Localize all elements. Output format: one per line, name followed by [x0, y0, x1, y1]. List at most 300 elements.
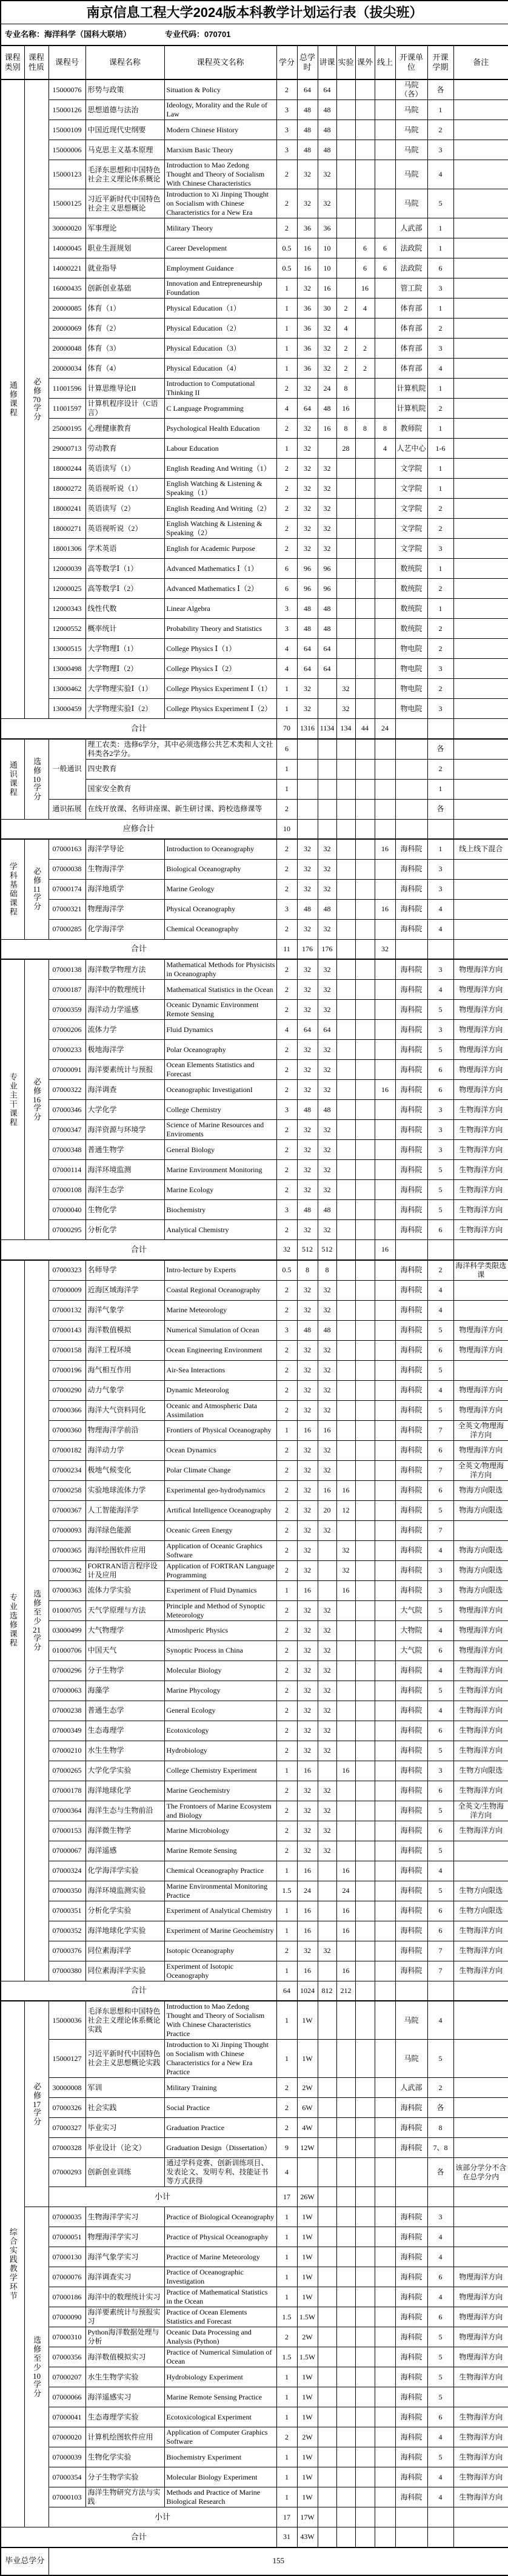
lab-hours: [336, 2040, 355, 2078]
course-en-name: Marine Phycology: [164, 1681, 276, 1701]
course-en-name: Probability Theory and Statistics: [164, 619, 276, 639]
offering-unit: [395, 739, 427, 760]
lab-hours: [336, 2347, 355, 2367]
online-hours: [375, 189, 395, 218]
course-no: 30000008: [48, 2078, 85, 2098]
lecture-hours: 10: [318, 258, 336, 278]
course-row: [1, 1661, 508, 1681]
course-row: [1, 2118, 508, 2138]
credits: 2: [276, 1060, 297, 1080]
total-graduation-credits-label: 毕业总学分: [1, 2547, 48, 2575]
lab-hours: [336, 899, 355, 919]
course-no: 07000187: [48, 980, 85, 1000]
course-row: [1, 120, 508, 140]
course-en-name: English Watching & Listening & Speaking（1）: [164, 479, 276, 499]
offering-unit: 马院: [395, 2040, 427, 2078]
remark: 生物海洋方向: [453, 2487, 508, 2507]
extra-hours: [355, 2287, 375, 2307]
total-hours: 96: [297, 559, 318, 579]
credits: 2: [276, 1941, 297, 1961]
column-header-4: 课程英文名称: [164, 46, 276, 79]
credits: 1: [276, 2001, 297, 2040]
remark: 生物海洋方向: [453, 1100, 508, 1120]
offering-unit: [395, 799, 427, 819]
credits: 1: [276, 779, 297, 799]
section-total-row-offering-term: [427, 939, 453, 959]
credits: 1.5: [276, 1881, 297, 1901]
offering-unit: 海科院: [395, 1300, 427, 1320]
offering-unit: 海科院: [395, 1661, 427, 1681]
offering-term: 3: [427, 879, 453, 899]
remark: [453, 1841, 508, 1861]
offering-unit: 海科院: [395, 1801, 427, 1821]
lecture-hours: 48: [318, 100, 336, 120]
offering-term: 6: [427, 1440, 453, 1460]
offering-term: 4: [427, 2287, 453, 2307]
total-hours: 32: [297, 1600, 318, 1620]
total-hours: 32: [297, 1801, 318, 1821]
online-hours: 4: [375, 439, 395, 459]
remark: 物理海洋方向: [453, 1640, 508, 1661]
course-row: [1, 479, 508, 499]
course-en-name: Practice of Marine Meteorology: [164, 2247, 276, 2267]
course-en-name: Hydrobiology: [164, 1741, 276, 1761]
course-no: 07000009: [48, 1280, 85, 1300]
remark: 物理海洋方向: [453, 959, 508, 980]
lecture-hours: [318, 2427, 336, 2447]
course-no: 07000039: [48, 2447, 85, 2467]
total-graduation-credits-value: 155: [48, 2547, 508, 2575]
course-en-name: College Physics Ⅰ（2）: [164, 659, 276, 679]
lecture-hours: 16: [318, 1420, 336, 1440]
offering-term: 6: [427, 1901, 453, 1921]
course-row: [1, 579, 508, 599]
remark: 生物海洋方向: [453, 1180, 508, 1200]
extra-hours: 6: [355, 258, 375, 278]
major-meta-line: [1, 24, 508, 46]
course-en-name: Ideology, Morality and the Rule of Law: [164, 100, 276, 120]
course-en-name: Practice of Numerical Simulation of Ocean: [164, 2347, 276, 2367]
offering-term: 6: [427, 1640, 453, 1661]
total-hours: 1.5W: [297, 2307, 318, 2327]
extra-hours: [355, 2158, 375, 2187]
section-total-row-offering-unit: [395, 1981, 427, 2001]
offering-term: 3: [427, 1100, 453, 1120]
offering-unit: 海科院: [395, 1000, 427, 1020]
offering-unit: 马院: [395, 100, 427, 120]
course-no: 07000363: [48, 1580, 85, 1600]
remark: [453, 699, 508, 719]
credits: 2: [276, 1280, 297, 1300]
course-row: [1, 399, 508, 419]
course-en-name: Marine Ecology: [164, 1180, 276, 1200]
online-hours: 16: [375, 899, 395, 919]
offering-term: 2: [427, 639, 453, 659]
lecture-hours: 32: [318, 1120, 336, 1140]
lecture-hours: 32: [318, 1741, 336, 1761]
column-header-1: 课程性质: [24, 46, 48, 79]
course-row: [1, 1000, 508, 1020]
lab-hours: [336, 1640, 355, 1661]
credits: 1: [276, 2040, 297, 2078]
course-en-name: Marine Remote Sensing: [164, 1841, 276, 1861]
offering-unit: 海科院: [395, 919, 427, 939]
lecture-hours: 32: [318, 1821, 336, 1841]
lab-hours: [336, 2098, 355, 2118]
total-hours: 32: [297, 1220, 318, 1240]
offering-term: 4: [427, 1380, 453, 1400]
course-en-name: Principle and Method of Synoptic Meteorology: [164, 1600, 276, 1620]
lecture-hours: 32: [318, 1160, 336, 1180]
credits: 3: [276, 1320, 297, 1340]
offering-term: 各: [427, 799, 453, 819]
offering-term: 2: [427, 120, 453, 140]
course-en-name: General Biology: [164, 1140, 276, 1160]
credits: 2: [276, 1160, 297, 1180]
course-no: 20000085: [48, 298, 85, 319]
offering-term: 5: [427, 2447, 453, 2467]
course-name: 生态毒理学: [85, 1721, 164, 1741]
lecture-hours: [318, 2287, 336, 2307]
remark: 全英文/物理海洋方向: [453, 1420, 508, 1440]
total-hours: 32: [297, 1120, 318, 1140]
lecture-hours: [318, 2078, 336, 2098]
section-total-row-offering-unit: [395, 2527, 427, 2547]
remark: 生物海洋方向: [453, 1821, 508, 1841]
extra-hours: [355, 2098, 375, 2118]
course-no: 13000459: [48, 699, 85, 719]
course-row: [1, 160, 508, 189]
course-no: 15000125: [48, 189, 85, 218]
remark: 物海方向限选: [453, 1560, 508, 1580]
course-no: 07000324: [48, 1861, 85, 1881]
course-row: [1, 298, 508, 319]
course-en-name: Experiment of Analytical Chemistry: [164, 1901, 276, 1921]
online-hours: [375, 1640, 395, 1661]
extra-hours: [355, 1681, 375, 1701]
offering-term: 4: [427, 1540, 453, 1560]
course-en-name: Isotopic Oceanography: [164, 1941, 276, 1961]
offering-term: 6: [427, 2307, 453, 2327]
extra-hours: [355, 2487, 375, 2507]
total-hours: 36: [297, 298, 318, 319]
course-row: [1, 919, 508, 939]
course-name: 习近平新时代中国特色社会主义思想概论: [85, 189, 164, 218]
extra-hours: [355, 1180, 375, 1200]
remark: 生物海洋方向: [453, 1741, 508, 1761]
course-no: 07000258: [48, 1480, 85, 1500]
remark: [453, 2078, 508, 2098]
lecture-hours: 96: [318, 579, 336, 599]
offering-unit: 海科院: [395, 1761, 427, 1781]
online-hours: [375, 1560, 395, 1580]
lab-hours: [336, 2207, 355, 2227]
remark: 生物海洋方向: [453, 2427, 508, 2447]
course-name: 毛泽东思想和中国特色社会主义理论体系概论: [85, 160, 164, 189]
course-no: 01000706: [48, 1640, 85, 1661]
lab-hours: [336, 2267, 355, 2287]
section-total-row-online-hours: [375, 2527, 395, 2547]
total-hours: 1W: [297, 2367, 318, 2387]
offering-unit: 海科院: [395, 1821, 427, 1841]
credits: 2: [276, 1480, 297, 1500]
total-hours: 1W: [297, 2001, 318, 2040]
offering-unit: 人武部: [395, 218, 427, 238]
course-row: [1, 278, 508, 298]
credits: 2: [276, 1741, 297, 1761]
credits: 2: [276, 1440, 297, 1460]
course-name: 体育（1）: [85, 298, 164, 319]
offering-term: 4: [427, 160, 453, 189]
credits: 2: [276, 1380, 297, 1400]
remark: [453, 218, 508, 238]
course-en-name: College Physics Experiment Ⅰ（1）: [164, 679, 276, 699]
course-en-name: Graduation Design（Dissertation）: [164, 2138, 276, 2158]
lecture-hours: 32: [318, 1640, 336, 1661]
course-name: 海洋调查实习: [85, 2267, 164, 2287]
course-no: 07000323: [48, 1260, 85, 1281]
course-en-name: English Watching & Listening & Speaking（2）: [164, 519, 276, 539]
course-en-name: Chemical Oceanography Practice: [164, 1861, 276, 1881]
lab-hours: [336, 2307, 355, 2327]
section-total-row: [1, 1981, 508, 2001]
section-total-row-online-hours: 24: [375, 719, 395, 739]
lab-hours: 16: [336, 1901, 355, 1921]
offering-term: 5: [427, 189, 453, 218]
extra-hours: [355, 1440, 375, 1460]
extra-hours: [355, 539, 375, 559]
credits: 3: [276, 1200, 297, 1220]
course-no: 07000296: [48, 1661, 85, 1681]
lab-hours: 4: [336, 319, 355, 339]
offering-term: 3: [427, 2207, 453, 2227]
course-row: [1, 1020, 508, 1040]
course-no: 15000006: [48, 140, 85, 160]
lecture-hours: 16: [318, 1480, 336, 1500]
course-en-name: Marxism Basic Theory: [164, 140, 276, 160]
online-hours: [375, 1000, 395, 1020]
course-row: [1, 1620, 508, 1640]
offering-unit: 海科院: [395, 1020, 427, 1040]
course-row: [1, 2078, 508, 2098]
extra-hours: [355, 2207, 375, 2227]
online-hours: [375, 2247, 395, 2267]
total-hours: [297, 739, 318, 760]
total-hours: 32: [297, 679, 318, 699]
lecture-hours: 32: [318, 879, 336, 899]
course-row: [1, 1640, 508, 1661]
lab-hours: [336, 1020, 355, 1040]
offering-unit: 海科院: [395, 1380, 427, 1400]
course-row: [1, 258, 508, 278]
course-no: 07000360: [48, 1420, 85, 1440]
course-no: 18000241: [48, 499, 85, 519]
remark: 全英文/物理海洋方向: [453, 1460, 508, 1480]
course-name: 高等数学Ⅰ（2）: [85, 579, 164, 599]
lab-hours: [336, 919, 355, 939]
remark: [453, 779, 508, 799]
lab-hours: [336, 1681, 355, 1701]
lab-hours: 16: [336, 1861, 355, 1881]
offering-unit: 体育部: [395, 298, 427, 319]
remark: [453, 919, 508, 939]
remark: 生物海洋方向: [453, 2467, 508, 2487]
course-en-name: College Physics Ⅰ（1）: [164, 639, 276, 659]
lab-hours: [336, 2427, 355, 2447]
online-hours: [375, 619, 395, 639]
general-education-row: [1, 799, 508, 819]
total-hours: 48: [297, 1320, 318, 1340]
course-name: 人工智能海洋学: [85, 1500, 164, 1520]
total-hours: 32: [297, 499, 318, 519]
extra-hours: [355, 599, 375, 619]
lab-hours: [336, 79, 355, 100]
lab-hours: 32: [336, 699, 355, 719]
offering-unit: 海科院: [395, 1100, 427, 1120]
course-row: [1, 1681, 508, 1701]
course-name: 名师导学: [85, 1260, 164, 1281]
lecture-hours: 48: [318, 120, 336, 140]
extra-hours: [355, 779, 375, 799]
course-nature: 选修至少21学分: [24, 1260, 48, 1981]
course-en-name: Introduction to Mao Zedong Thought and Theory of Socialism With Chinese Characteristics Practice: [164, 2001, 276, 2040]
remark: 生物海洋方向: [453, 2407, 508, 2427]
offering-term: 1: [427, 218, 453, 238]
section-total-row-offering-term: [427, 1981, 453, 2001]
lecture-hours: [318, 1580, 336, 1600]
credits: 1: [276, 339, 297, 359]
online-hours: [375, 2307, 395, 2327]
total-hours: 36: [297, 339, 318, 359]
offering-unit: 海科院: [395, 2118, 427, 2138]
extra-hours: [355, 739, 375, 760]
course-no: 15000109: [48, 120, 85, 140]
course-row: [1, 1100, 508, 1120]
lecture-hours: 32: [318, 1340, 336, 1360]
offering-term: 5: [427, 1320, 453, 1340]
course-no: 07000326: [48, 2098, 85, 2118]
offering-unit: 海科院: [395, 1260, 427, 1281]
lab-hours: [336, 599, 355, 619]
offering-unit: 海科院: [395, 1681, 427, 1701]
course-en-name: Mathematical Statistics in the Ocean: [164, 980, 276, 1000]
course-row: [1, 1400, 508, 1420]
course-row: [1, 1140, 508, 1160]
total-hours: 48: [297, 120, 318, 140]
course-en-name: Air-Sea Interactions: [164, 1360, 276, 1380]
course-en-name: Graduation Practice: [164, 2118, 276, 2138]
course-no: 07000346: [48, 1100, 85, 1120]
lab-hours: [336, 1460, 355, 1480]
extra-hours: [355, 120, 375, 140]
course-name: 近海区域海洋学: [85, 1280, 164, 1300]
offering-term: 2: [427, 2078, 453, 2098]
lecture-hours: [318, 2367, 336, 2387]
course-name: 创新创业训练: [85, 2158, 164, 2187]
course-no: 11001597: [48, 399, 85, 419]
lecture-hours: 64: [318, 79, 336, 100]
remark: 物海方向限选: [453, 1580, 508, 1600]
section-total-row-remark: [453, 2527, 508, 2547]
course-name: 水生生物学实验: [85, 2367, 164, 2387]
total-hours: 1W: [297, 2287, 318, 2307]
offering-unit: 海科院: [395, 1721, 427, 1741]
lab-hours: 16: [336, 399, 355, 419]
offering-unit: 海科院: [395, 1861, 427, 1881]
total-hours: 32: [297, 1060, 318, 1080]
course-en-name: C Language Programming: [164, 399, 276, 419]
total-hours: 32: [297, 1661, 318, 1681]
course-no: 07000090: [48, 2307, 85, 2327]
offering-unit: 马院: [395, 2001, 427, 2040]
course-name: 概率统计: [85, 619, 164, 639]
course-en-name: Marine Remote Sensing Practice: [164, 2387, 276, 2407]
total-hours: 32: [297, 879, 318, 899]
offering-term: 6: [427, 1340, 453, 1360]
lab-hours: [336, 1340, 355, 1360]
online-hours: [375, 1841, 395, 1861]
course-row: [1, 559, 508, 579]
course-row: [1, 2040, 508, 2078]
course-no: 18000244: [48, 459, 85, 479]
remark: 生物海洋方向: [453, 1721, 508, 1741]
column-header-13: 备注: [453, 46, 508, 79]
section-total-row-lab-hours: [336, 1240, 355, 1260]
online-hours: [375, 298, 395, 319]
remark: 物理海洋方向: [453, 980, 508, 1000]
course-row: [1, 1841, 508, 1861]
course-row: [1, 79, 508, 100]
lab-hours: 16: [336, 1921, 355, 1941]
section-total-row-extra-hours: [355, 1981, 375, 2001]
offering-term: 5: [427, 2040, 453, 2078]
course-nature: 必修11学分: [24, 839, 48, 939]
remark: [453, 100, 508, 120]
course-name: 同位素海洋学: [85, 1941, 164, 1961]
lab-hours: 28: [336, 439, 355, 459]
credits: 2: [276, 1600, 297, 1620]
lecture-hours: [318, 2098, 336, 2118]
section-total-row-label: 合计: [1, 719, 276, 739]
section-total-row-remark: [453, 819, 508, 839]
lab-hours: [336, 1701, 355, 1721]
online-hours: [375, 1961, 395, 1981]
course-name: 马克思主义基本原理: [85, 140, 164, 160]
course-no: 07000359: [48, 1000, 85, 1020]
online-hours: [375, 1921, 395, 1941]
extra-hours: [355, 459, 375, 479]
course-row: [1, 1360, 508, 1380]
offering-unit: 海科院: [395, 2347, 427, 2367]
credits: 2: [276, 1360, 297, 1380]
lab-hours: 32: [336, 679, 355, 699]
course-en-name: Ecotoxicology: [164, 1721, 276, 1741]
offering-unit: 海科院: [395, 1941, 427, 1961]
course-no: 07000182: [48, 1440, 85, 1460]
course-en-name: Military Training: [164, 2078, 276, 2098]
course-row: [1, 1220, 508, 1240]
lab-hours: [336, 2118, 355, 2138]
total-hours: 32: [297, 1400, 318, 1420]
section-total-row-total-hours: 43W: [297, 2527, 318, 2547]
lab-hours: [336, 1280, 355, 1300]
lab-hours: [336, 189, 355, 218]
offering-unit: 物电院: [395, 679, 427, 699]
course-en-name: Practice of Physical Oceanography: [164, 2227, 276, 2247]
course-row: [1, 1280, 508, 1300]
lab-hours: [336, 1040, 355, 1060]
course-no: 13000498: [48, 659, 85, 679]
